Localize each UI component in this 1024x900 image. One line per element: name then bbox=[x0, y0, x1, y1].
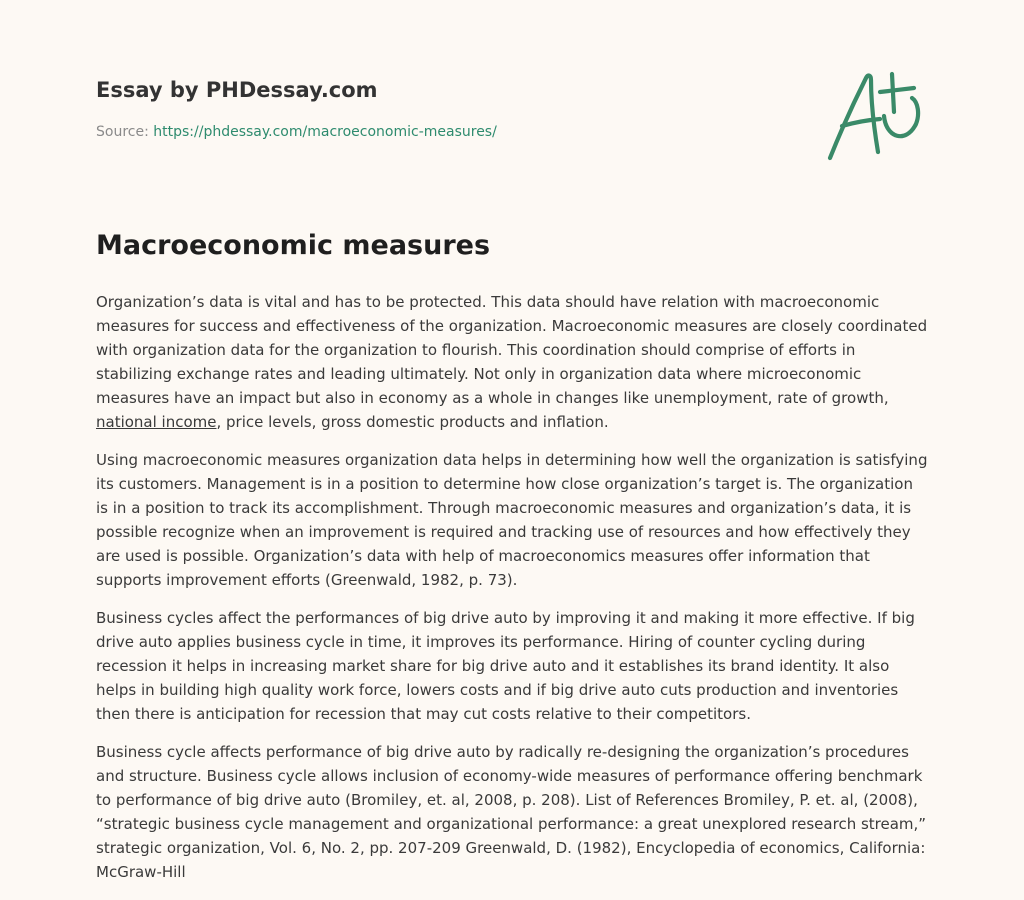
page-header bbox=[96, 76, 796, 142]
essay-paragraph-2: Using macroeconomic measures organization data helps in determining how well the organization is satisfying its customers. Management is in a position to determine how close organization’s target is. The organization is in a position to track its accomplishment. Through macroeconomic measures and organization’s data, it is possible recognize when an improvement is required and tracking use of resources and how effectively they are used is possible. Organization’s data with help of macroeconomics measures offer information that supports improvement efforts (Greenwald, 1982, p. 73). bbox=[96, 451, 928, 589]
a-plus-logo-icon bbox=[822, 68, 926, 164]
national-income-link[interactable]: national income bbox=[96, 413, 217, 431]
site-brand: Essay by PHDessay.com bbox=[96, 78, 378, 102]
source-link[interactable]: https://phdessay.com/macroeconomic-measures/ bbox=[153, 124, 497, 140]
source-line bbox=[96, 122, 796, 142]
essay-paragraph-1 bbox=[96, 290, 928, 434]
essay-paragraph-4: Business cycle affects performance of big drive auto by radically re-designing the organization’s procedures and structure. Business cycle allows inclusion of economy-wide measures of performance offering benchmark to performance of big drive auto (Bromiley, et. al, 2008, p. 208). List of References Bromiley, P. et. al, (2008), “strategic business cycle management and organizational performance: a great unexplored research stream,” strategic organization, Vol. 6, No. 2, pp. 207-209 Greenwald, D. (1982), Encyclopedia of economics, California: McGraw-Hill bbox=[96, 743, 927, 881]
paragraph-1-tail: , price levels, gross domestic products and inflation. bbox=[216, 413, 609, 431]
essay-paragraph-3: Business cycles affect the performances of big drive auto by improving it and making it more effective. If big drive auto applies business cycle in time, it improves its performance. Hiring of counter cycling during recession it helps in increasing market share for big drive auto and it establishes its brand identity. It also helps in building high quality work force, lowers costs and if big drive auto cuts production and inventories then there is anticipation for recession that may cut costs relative to their competitors. bbox=[96, 609, 915, 723]
source-label: Source: bbox=[96, 124, 149, 140]
paragraph-1-text: Organization’s data is vital and has to be protected. This data should have relation with macroeconomic measures for success and effectiveness of the organization. Macroeconomic measures are closely coordinated with organization data for the organization to flourish. This coordination should comprise of efforts in stabilizing exchange rates and leading ultimately. Not only in organization data where microeconomic measures have an impact but also in economy as a whole in changes like unemployment, rate of growth, bbox=[96, 293, 928, 407]
essay-title: Macroeconomic measures bbox=[96, 230, 491, 261]
essay-article bbox=[96, 228, 928, 898]
